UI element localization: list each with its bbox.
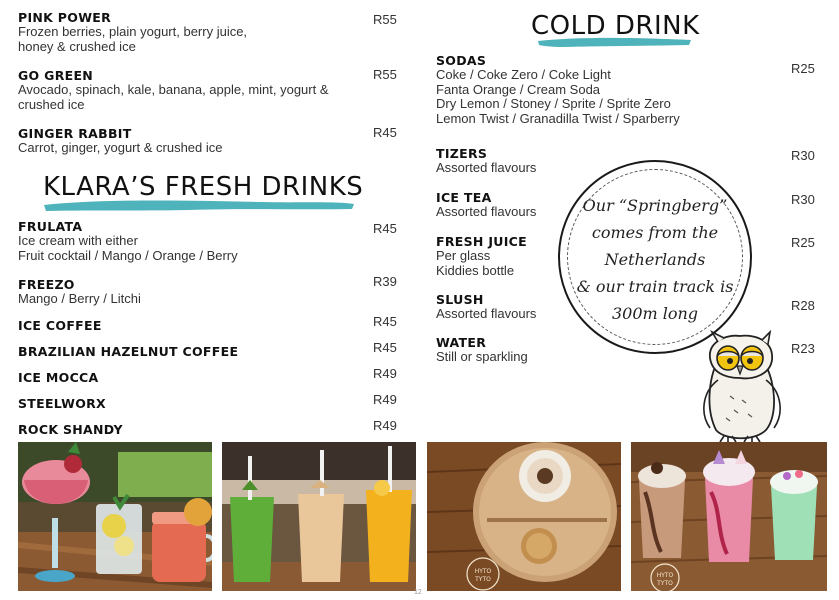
menu-item-ice-tea: ICE TEA Assorted flavours	[436, 190, 537, 219]
page-number: 12	[414, 589, 422, 596]
menu-item-water: WATER Still or sparkling	[436, 335, 528, 364]
photo-drinks-on-table-image	[18, 442, 212, 591]
menu-item-fresh-juice: FRESH JUICE Per glass Kiddies bottle	[436, 234, 527, 278]
menu-item-pink-power: PINK POWER Frozen berries, plain yogurt, berry juice, honey & crushed ice	[18, 10, 248, 54]
tray-stamp-line-1: HYTO	[474, 568, 492, 575]
menu-item-ice-coffee: ICE COFFEE	[18, 318, 102, 333]
price-freezo: R39	[373, 274, 397, 289]
photo-milkshakes	[631, 442, 827, 591]
speech-bubble	[558, 160, 752, 354]
menu-item-tizers: TIZERS Assorted flavours	[436, 146, 537, 175]
cold-drink-title: COLD DRINK	[531, 11, 700, 41]
price-steelworx: R49	[373, 392, 397, 407]
price-tizers: R30	[791, 148, 815, 163]
photo-drinks-on-table	[18, 442, 212, 591]
photo-smoothies-image	[222, 442, 416, 591]
menu-item-frulata: FRULATA Ice cream with either Fruit cocktail / Mango / Orange / Berry	[18, 219, 238, 263]
menu-item-ginger-rabbit: GINGER RABBIT Carrot, ginger, yogurt & crushed ice	[18, 126, 223, 155]
photo-coffee-tray-image	[427, 442, 621, 591]
price-pink-power: R55	[373, 12, 397, 27]
price-ice-coffee: R45	[373, 314, 397, 329]
bubble-text: Our “Springberg” comes from the Netherlands & our train track is 300m long	[576, 196, 734, 323]
menu-item-slush: SLUSH Assorted flavours	[436, 292, 537, 321]
menu-item-sodas: SODAS Coke / Coke Zero / Coke Light Fanta Orange / Cream Soda Dry Lemon / Stoney / Sprite / Sprite Zero Lemon Twist / Granadilla Twist / Sparberry	[436, 53, 680, 127]
menu-item-go-green: GO GREEN Avocado, spinach, kale, banana, apple, mint, yogurt & crushed ice	[18, 68, 329, 112]
photo-coffee-tray	[427, 442, 621, 591]
milkshake-stamp-line-2: TYTO	[657, 580, 673, 587]
price-rock-shandy: R49	[373, 418, 397, 433]
photo-smoothies	[222, 442, 416, 591]
price-slush: R28	[791, 298, 815, 313]
price-water: R23	[791, 341, 815, 356]
milkshake-stamp-line-1: HYTO	[656, 572, 674, 579]
fresh-drinks-title: KLARA’S FRESH DRINKS	[43, 172, 364, 202]
menu-item-rock-shandy: ROCK SHANDY	[18, 422, 123, 437]
menu-item-steelworx: STEELWORX	[18, 396, 106, 411]
price-go-green: R55	[373, 67, 397, 82]
price-brazilian-hazelnut-coffee: R45	[373, 340, 397, 355]
tray-stamp-line-2: TYTO	[475, 576, 491, 583]
photo-milkshakes-image	[631, 442, 827, 591]
price-ice-mocca: R49	[373, 366, 397, 381]
menu-item-freezo: FREEZO Mango / Berry / Litchi	[18, 277, 141, 306]
price-ice-tea: R30	[791, 192, 815, 207]
menu-item-brazilian-hazelnut-coffee: BRAZILIAN HAZELNUT COFFEE	[18, 344, 239, 359]
price-frulata: R45	[373, 221, 397, 236]
price-sodas: R25	[791, 61, 815, 76]
owl-mascot-icon	[688, 330, 788, 445]
menu-item-ice-mocca: ICE MOCCA	[18, 370, 99, 385]
price-fresh-juice: R25	[791, 235, 815, 250]
price-ginger-rabbit: R45	[373, 125, 397, 140]
